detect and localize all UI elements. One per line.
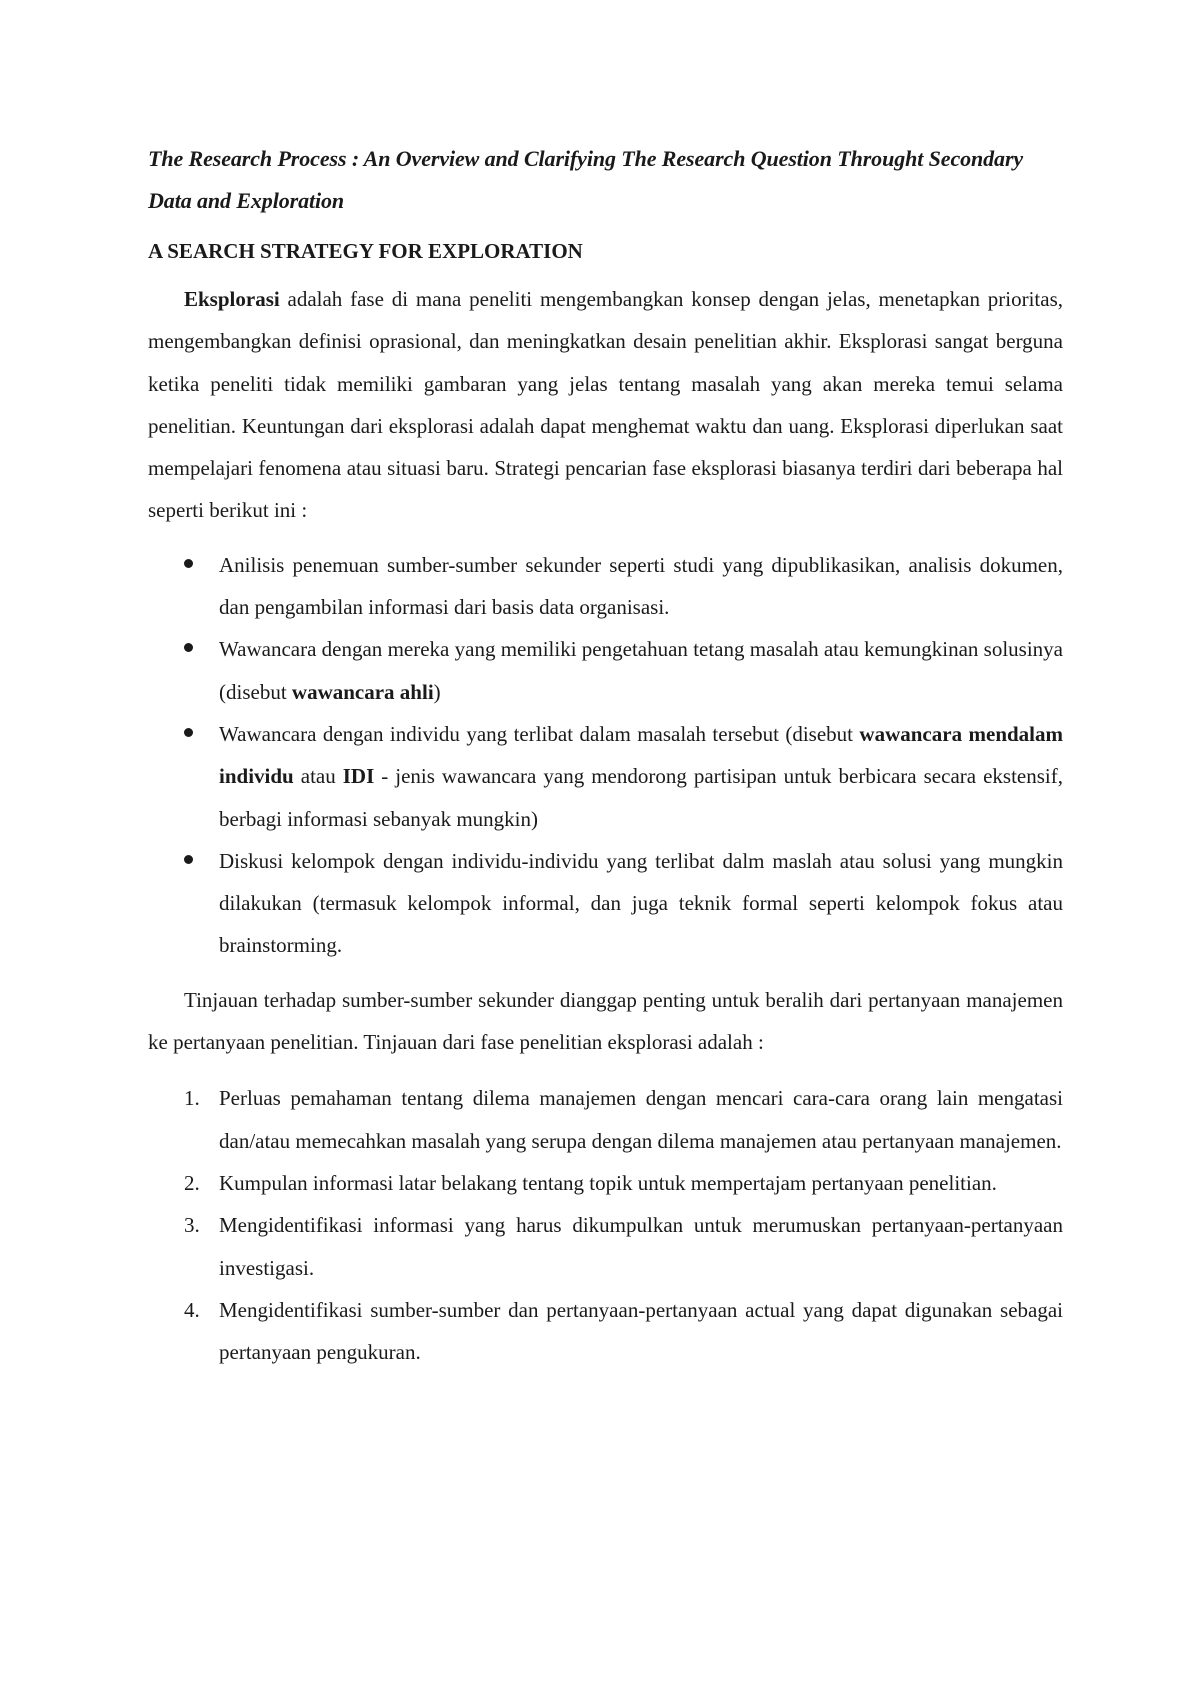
- list-item-number: 2.: [184, 1170, 200, 1195]
- list-item-text: ): [433, 679, 441, 704]
- list-item-number: 1.: [184, 1086, 200, 1111]
- list-item-text: Diskusi kelompok dengan individu-individu yang terlibat dalm maslah atau solusi yang mungkin dilakukan (termasuk kelompok informal, dan juga teknik formal seperti kelompok fokus atau brainstorming.: [219, 848, 1063, 958]
- intro-paragraph: [148, 278, 1063, 532]
- list-item: [148, 1204, 1063, 1289]
- document-title: The Research Process : An Overview and Clarifying The Research Question Throught Secondary Data and Exploration: [148, 146, 1024, 213]
- review-numbered-list: [148, 1077, 1063, 1373]
- intro-text: adalah fase di mana peneliti mengembangkan konsep dengan jelas, menetapkan prioritas, mengembangkan definisi oprasional, dan meningkatkan desain penelitian akhir. Eksplorasi sangat berguna ketika peneliti tidak memiliki gambaran yang jelas tentang masalah yang akan mereka temui selama penelitian. Keuntungan dari eksplorasi adalah dapat menghemat waktu dan uang. Eksplorasi diperlukan saat mempelajari fenomena atau situasi baru. Strategi pencarian fase eksplorasi biasanya terdiri dari beberapa hal seperti berikut ini :: [148, 287, 1063, 523]
- list-item-text: Mengidentifikasi sumber-sumber dan pertanyaan-pertanyaan actual yang dapat digunakan sebagai pertanyaan pengukuran.: [219, 1297, 1063, 1365]
- list-item-number: 3.: [184, 1213, 200, 1238]
- review-paragraph: Tinjauan terhadap sumber-sumber sekunder dianggap penting untuk beralih dari pertanyaan manajemen ke pertanyaan penelitian. Tinjauan dari fase penelitian eksplorasi adalah :: [148, 987, 1063, 1055]
- list-item-text: Wawancara dengan mereka yang memiliki pengetahuan tetang masalah atau kemungkinan solusinya (disebut: [219, 637, 1063, 704]
- list-item: [148, 713, 1063, 840]
- list-item-text: Mengidentifikasi informasi yang harus dikumpulkan untuk merumuskan pertanyaan-pertanyaan investigasi.: [219, 1213, 1063, 1280]
- bullet-icon: [184, 559, 193, 568]
- list-item-text: Perluas pemahaman tentang dilema manajemen dengan mencari cara-cara orang lain mengatasi dan/atau memecahkan masalah yang serupa dengan dilema manajemen atau pertanyaan manajemen.: [219, 1086, 1063, 1153]
- list-item-text: Wawancara dengan individu yang terlibat dalam masalah tersebut (disebut: [219, 721, 860, 746]
- intro-term: Eksplorasi: [184, 287, 280, 311]
- list-item-bold: wawancara ahli: [291, 679, 434, 704]
- list-item-text: - jenis wawancara yang mendorong partisipan untuk berbicara secara ekstensif, berbagi informasi sebanyak mungkin): [219, 764, 1063, 831]
- list-item-text: Kumpulan informasi latar belakang tentang topik untuk mempertajam pertanyaan penelitian.: [219, 1170, 997, 1195]
- list-item: [148, 628, 1063, 713]
- list-item-text: Anilisis penemuan sumber-sumber sekunder seperti studi yang dipublikasikan, analisis dokumen, dan pengambilan informasi dari basis data organisasi.: [219, 552, 1063, 620]
- list-item: [148, 544, 1063, 629]
- list-item: [148, 1162, 1063, 1204]
- bullet-icon: [184, 855, 193, 864]
- list-item: [148, 1077, 1063, 1162]
- list-item-number: 4.: [184, 1297, 200, 1322]
- bullet-icon: [184, 728, 193, 737]
- list-item-bold: IDI: [342, 764, 375, 789]
- section-heading: A SEARCH STRATEGY FOR EXPLORATION: [148, 239, 583, 263]
- list-item-bold: wawancara mendalam individu: [219, 721, 1063, 789]
- list-item-text: atau: [293, 764, 343, 789]
- list-item: [148, 840, 1063, 967]
- document-page: [148, 138, 1063, 1373]
- strategy-bullet-list: [148, 544, 1063, 967]
- list-item: [148, 1289, 1063, 1374]
- bullet-icon: [184, 643, 193, 652]
